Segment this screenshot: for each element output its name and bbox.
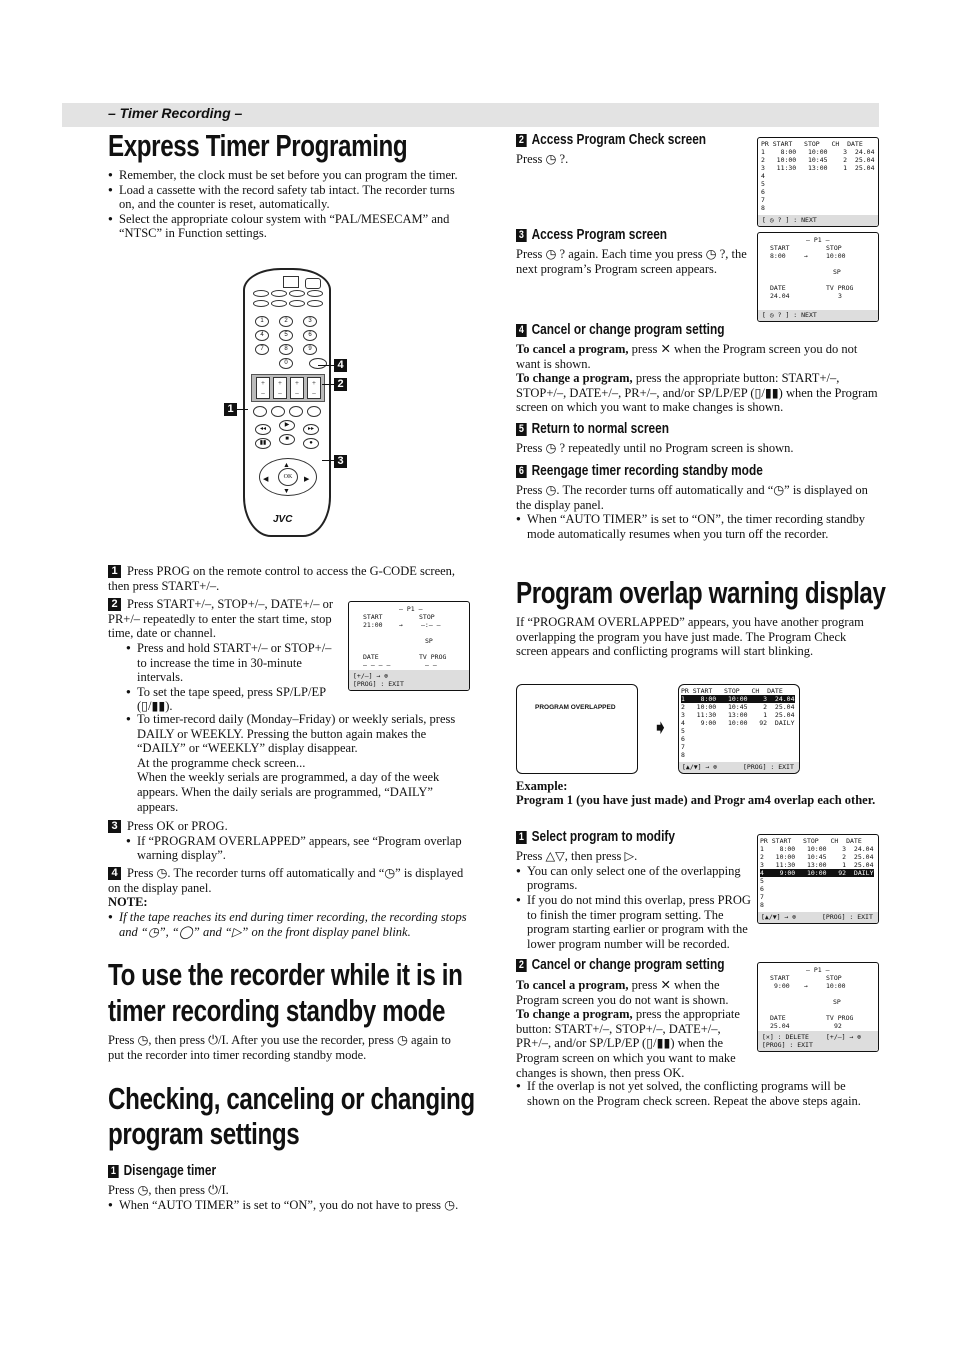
screen-footer: [758, 1031, 878, 1051]
footer-text: [+/–] → ⊗: [826, 1033, 862, 1041]
express-step-2-bullets: [126, 641, 341, 714]
start-label: START: [770, 974, 790, 982]
key-9: 9: [303, 344, 317, 355]
checking-step-1-body: [108, 1183, 470, 1212]
remote-brand-logo: JVC: [273, 514, 293, 525]
table-row: 8: [681, 751, 685, 759]
step-title: Select program to modify: [531, 829, 675, 845]
tvprog-label: TV PROG: [419, 653, 447, 661]
footer-text: [+/–] → ⊗: [353, 672, 389, 680]
remote-ir-window: [283, 276, 299, 288]
note-text: [108, 910, 470, 939]
checking-step-3-title: 3 Access Program screen: [516, 228, 667, 243]
step-text: Press OK or PROG.: [127, 819, 228, 833]
check-table: [760, 837, 874, 909]
callout-line: [318, 365, 334, 366]
screen-footer: [758, 215, 878, 226]
stop-label: STOP: [826, 974, 842, 982]
screen-title: – P1 –: [806, 236, 830, 244]
right-arrow-icon: ➧: [652, 717, 669, 739]
overlap-step-1-title: 1 Select program to modify: [516, 830, 675, 845]
note-bullet: ● If the tape reaches its end during timer recording, the recording stops and “◷”, “◯” and “▷” on the front display panel blink.: [108, 910, 470, 939]
number-keypad: [255, 316, 321, 376]
bullet: ● If “PROGRAM OVERLAPPED” appears, see “Program overlap warning display”.: [126, 834, 468, 863]
navigation-pad: OK ▲ ▼ ◀ ▶: [259, 458, 317, 496]
callout-2: 2: [334, 378, 353, 393]
footer-text: [✕] : DELETE: [762, 1033, 809, 1041]
example-text: Program 1 (you have just made) and Progr am4 overlap each other.: [516, 793, 876, 807]
sub-text: At the programme check screen...: [137, 755, 306, 770]
bullet: ● When “AUTO TIMER” is set to “ON”, you do not have to press ◷.: [108, 1198, 470, 1213]
tvprog-value: 92: [834, 1022, 842, 1030]
table-row: 5: [681, 727, 685, 735]
key-7: 7: [255, 344, 269, 355]
table-row: 6: [681, 735, 685, 743]
bullet: ● To timer-record daily (Monday–Friday) or weekly serials, press DAILY or WEEKLY. Pressing the button again makes the “DAILY” or “WEEKLY” display disappear.: [126, 712, 468, 756]
tape-speed: SP: [833, 998, 841, 1006]
checking-title-line1: Checking, canceling or changing: [108, 1081, 475, 1116]
tvprog-value: – –: [425, 661, 437, 669]
table-row: 8: [760, 901, 764, 909]
table-row: 4 9:00 10:00 92 DAILY: [760, 869, 874, 877]
change-text: press the appropriate button: START+/–, STOP+/–, DATE+/–, PR+/–, and/or SP/LP/EP (▯/▮▮) when the Program screen on which you want to make changes is shown.: [516, 371, 878, 415]
step-text: Press PROG on the remote control to access the G-CODE screen, then press START+/–.: [108, 564, 456, 593]
transport-buttons: ◂◂ ▶ ▸▸ ■ ▮▮ ●: [253, 420, 321, 450]
note-label: NOTE:: [108, 895, 148, 909]
express-title: Express Timer Programing: [108, 128, 408, 163]
table-row: 2 10:00 10:45 2 25.04: [761, 156, 875, 164]
stop-label: STOP: [419, 613, 435, 621]
table-row: 1 8:00 10:00 3 24.04: [681, 695, 795, 703]
tvprog-label: TV PROG: [826, 284, 854, 292]
checking-title-line2: program settings: [108, 1116, 300, 1151]
screen-footer: [758, 310, 878, 321]
power-button: [305, 278, 321, 289]
express-step-2-bullets-b: [126, 712, 468, 814]
date-label: DATE: [363, 653, 379, 661]
table-row: 3 11:30 13:00 1 25.04: [761, 164, 875, 172]
bullet: ● If you do not mind this overlap, press PROG to finish the timer program setting. The program starting earlier or program with the lower program number will be recorded.: [516, 893, 752, 951]
checking-step-6-body: [516, 483, 878, 541]
overlap-program-screen: [757, 962, 879, 1052]
table-row: 1 8:00 10:00 3 24.04: [760, 845, 874, 853]
key-3: 3: [303, 316, 317, 327]
arrow-icon: →: [804, 982, 808, 990]
key-prog: [309, 358, 327, 369]
table-row: 8: [761, 204, 765, 212]
overlap-step-2-title: 2 Cancel or change program setting: [516, 958, 725, 973]
footer-left: [▲/▼] → ⊗: [761, 913, 797, 921]
start-value: 21:00: [363, 621, 383, 629]
cancel-label: To cancel a program,: [516, 342, 629, 356]
table-row: 6: [761, 188, 765, 196]
sub-text: When the weekly serials are programmed, a day of the week appears. When the daily serials are programmed, “DAILY” appears.: [137, 770, 440, 814]
callout-line: [322, 384, 334, 385]
section-header: – Timer Recording –: [108, 105, 243, 121]
table-header: PR START STOP CH DATE: [761, 140, 863, 148]
program-check-screen: [757, 137, 879, 227]
date-value: 24.04: [770, 292, 790, 300]
change-label: To change a program,: [516, 371, 633, 386]
tape-speed: SP: [833, 268, 841, 276]
date-label: DATE: [770, 1014, 786, 1022]
checking-step-4-body: [516, 342, 878, 415]
start-value: 9:00: [774, 982, 790, 990]
change-text: press the appropriate button: START+/–, STOP+/–, DATE+/–, PR+/–, and/or SP/LP/EP (▯/▮▮) when the Program screen on which you want to make changes is shown, then press OK.: [516, 1007, 740, 1080]
start-label: START: [363, 613, 383, 621]
step-text: Press △▽, then press ▷.: [516, 849, 638, 863]
date-value: – – – –: [363, 661, 391, 669]
overlap-title: Program overlap warning display: [516, 575, 886, 610]
key-0: 0: [279, 358, 293, 369]
date-label: DATE: [770, 284, 786, 292]
key-8: 8: [279, 344, 293, 355]
screen-footer: [679, 762, 799, 773]
checking-step-5-text: Press ◷ ? repeatedly until no Program screen is shown.: [516, 441, 794, 455]
table-row: 7: [760, 893, 764, 901]
cancel-text: press ✕ when the Program screen you do not want is shown.: [516, 978, 729, 1007]
bullet: ● Load a cassette with the record safety tab intact. The recorder turns on, and the counter is reset, automatically.: [108, 183, 468, 212]
standby-title-line2: timer recording standby mode: [108, 993, 446, 1028]
overlap-check-screen-a: [678, 684, 800, 774]
tape-speed: SP: [425, 637, 433, 645]
step-title: Access Program screen: [531, 227, 668, 243]
date-value: 25.04: [770, 1022, 790, 1030]
screen-title: – P1 –: [399, 605, 423, 613]
top-buttons: [253, 290, 321, 308]
cancel-text: press ✕ when the Program screen you do not want is shown.: [516, 342, 858, 371]
standby-title-line1: To use the recorder while it is in: [108, 957, 463, 992]
express-step-2: 2 Press START+/–, STOP+/–, DATE+/– or PR+/– repeatedly to enter the start time, stop time, date or channel.: [108, 597, 333, 641]
callout-line: [322, 460, 334, 461]
remote-control-illustration: [243, 268, 331, 537]
table-header: PR START STOP CH DATE: [760, 837, 862, 845]
overlap-intro: If “PROGRAM OVERLAPPED” appears, you have another program overlapping the program you have just made. The Program Check screen appears and conflicting programs will start blinking.: [516, 615, 864, 659]
tvprog-value: 3: [838, 292, 842, 300]
table-row: 4 9:00 10:00 92 DAILY: [681, 719, 795, 727]
standby-text: Press ◷, then press ⏻/I. After you use the recorder, press ◷ again to put the recorder into timer recording standby mode.: [108, 1033, 451, 1062]
footer-text: [ ◷ ? ] : NEXT: [762, 311, 817, 319]
screen-footer: [349, 670, 469, 690]
checking-step-4-title: 4 Cancel or change program setting: [516, 323, 725, 338]
cancel-label: To cancel a program,: [516, 978, 629, 992]
bullet: ● When “AUTO TIMER” is set to “ON”, the timer recording standby mode automatically resumes when you turn off the recorder.: [516, 512, 878, 541]
step-title: Cancel or change program setting: [531, 322, 725, 338]
step-title: Cancel or change program setting: [531, 957, 725, 973]
function-buttons: [253, 404, 321, 418]
checking-step-2-title: 2 Access Program Check screen: [516, 133, 706, 148]
screen-title: – P1 –: [806, 966, 830, 974]
key-6: 6: [303, 330, 317, 341]
change-label: To change a program,: [516, 1007, 633, 1022]
checking-step-1-title: 1 Disengage timer: [108, 1164, 216, 1179]
stop-label: STOP: [826, 244, 842, 252]
callout-3: 3: [334, 455, 353, 470]
program-screen-p1: [348, 601, 470, 691]
table-row: 5: [760, 877, 764, 885]
table-row: 2 10:00 10:45 2 25.04: [681, 703, 795, 711]
bullet: ● If the overlap is not yet solved, the conflicting programs will be shown on the Program check screen. Repeat the above steps again.: [516, 1079, 878, 1108]
start-value: 8:00: [770, 252, 786, 260]
table-row: 3 11:30 13:00 1 25.04: [760, 861, 874, 869]
step-text: Press START+/–, STOP+/–, DATE+/– or PR+/– repeatedly to enter the start time, stop time, date or channel.: [108, 597, 333, 641]
checking-step-6-title: 6 Reengage timer recording standby mode: [516, 464, 763, 479]
footer-text: [PROG] : EXIT: [762, 1041, 813, 1049]
express-step-1: 1 Press PROG on the remote control to access the G-CODE screen, then press START+/–.: [108, 564, 456, 593]
table-row: 1 8:00 10:00 3 24.04: [761, 148, 875, 156]
overlap-step-2-body: [516, 978, 751, 1080]
step-text: Press ◷. The recorder turns off automatically and “◷” is displayed on the display panel.: [516, 483, 868, 512]
footer-right: [PROG] : EXIT: [822, 913, 873, 921]
key-4: 4: [255, 330, 269, 341]
program-screen: [757, 232, 879, 322]
callout-4: 4: [334, 359, 353, 374]
express-bullets: [108, 168, 468, 241]
callout-1: 1: [224, 403, 243, 418]
table-row: 3 11:30 13:00 1 25.04: [681, 711, 795, 719]
stop-value: 10:00: [826, 982, 846, 990]
arrow-icon: →: [399, 621, 403, 629]
check-table: [681, 687, 795, 759]
bullet: ● Remember, the clock must be set before you can program the timer.: [108, 168, 468, 183]
express-step-4: 4 Press ◷. The recorder turns off automatically and “◷” is displayed on the display panel.: [108, 866, 464, 895]
table-header: PR START STOP CH DATE: [681, 687, 783, 695]
start-label: START: [770, 244, 790, 252]
overlap-warning-screen: [516, 684, 638, 774]
key-2: 2: [279, 316, 293, 327]
bullet: ● To set the tape speed, press SP/LP/EP (▯/▮▮).: [126, 685, 341, 714]
screen-footer: [758, 912, 878, 923]
step-title: Return to normal screen: [531, 421, 670, 437]
key-5: 5: [279, 330, 293, 341]
step-title: Reengage timer recording standby mode: [531, 463, 763, 479]
callout-line: [236, 409, 248, 410]
start-stop-date-pr-keys: + – + – + – + –: [251, 374, 325, 402]
footer-right: [PROG] : EXIT: [743, 763, 794, 771]
tvprog-label: TV PROG: [826, 1014, 854, 1022]
bullet: ● Press and hold START+/– or STOP+/– to increase the time in 30-minute intervals.: [126, 641, 341, 685]
table-row: 4: [761, 172, 765, 180]
table-row: 7: [681, 743, 685, 751]
table-row: 7: [761, 196, 765, 204]
key-1: 1: [255, 316, 269, 327]
overlap-step-1-body: [516, 849, 748, 893]
checking-step-2-text: Press ◷ ?.: [516, 152, 569, 166]
stop-value: 10:00: [826, 252, 846, 260]
check-table: [761, 140, 875, 212]
step-text: Press ◷. The recorder turns off automatically and “◷” is displayed on the display panel.: [108, 866, 464, 895]
footer-left: [▲/▼] → ⊗: [682, 763, 718, 771]
warning-text: PROGRAM OVERLAPPED: [535, 704, 616, 711]
footer-text: [PROG] : EXIT: [353, 680, 404, 688]
checking-step-5-title: 5 Return to normal screen: [516, 422, 669, 437]
step-title: Access Program Check screen: [531, 132, 707, 148]
bullet: ● You can only select one of the overlapping programs.: [516, 864, 748, 893]
table-row: 6: [760, 885, 764, 893]
step-title: Disengage timer: [123, 1163, 217, 1179]
footer-text: [ ◷ ? ] : NEXT: [762, 216, 817, 224]
overlap-step-2-bullet: [516, 1079, 878, 1108]
overlap-check-screen-b: [757, 834, 879, 924]
bullet: ● Select the appropriate colour system with “PAL/MESECAM” and “NTSC” in Function settings.: [108, 212, 468, 241]
arrow-icon: →: [804, 252, 808, 260]
table-row: 5: [761, 180, 765, 188]
example-label: Example:: [516, 779, 568, 793]
express-step-3: 3 Press OK or PROG. ● If “PROGRAM OVERLAPPED” appears, see “Program overlap warning display”.: [108, 819, 468, 863]
table-row: 2 10:00 10:45 2 25.04: [760, 853, 874, 861]
checking-step-3-text: Press ◷ ? again. Each time you press ◷ ?, the next program’s Program screen appears.: [516, 247, 747, 276]
stop-value: –:– –: [421, 621, 441, 629]
step-text: Press ◷, then press ⏻/I.: [108, 1183, 229, 1197]
